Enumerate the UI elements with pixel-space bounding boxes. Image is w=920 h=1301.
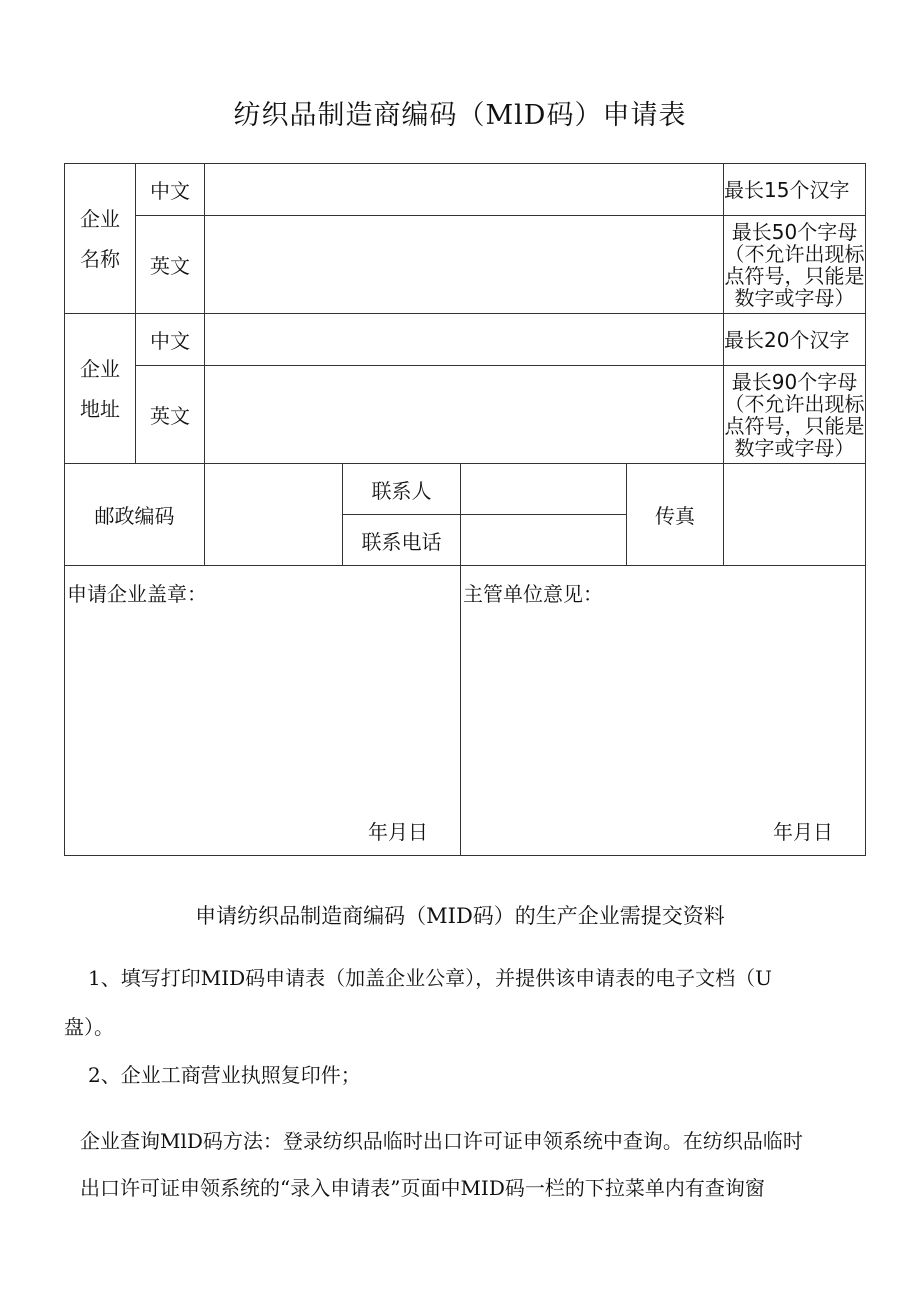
company-name-group-label: 企业 名称 — [65, 164, 136, 314]
authority-opinion-label: 主管单位意见： — [463, 582, 603, 606]
document-title: 纺织品制造商编码（MlD码）申请表 — [233, 100, 687, 131]
company-address-en-label: 英文 — [136, 366, 205, 464]
query-method-line-1: 企业查询MlD码方法：登录纺织品临时出口许可证申领系统中查询。在纺织品临时 — [80, 1129, 803, 1153]
applicant-seal-box[interactable] — [65, 566, 461, 856]
contact-person-field[interactable] — [461, 464, 627, 515]
authority-opinion-box[interactable] — [461, 566, 866, 856]
fax-label: 传真 — [627, 464, 724, 566]
company-address-en-note: 最长90个字母（不允许出现标点符号，只能是数字或字母） — [724, 366, 866, 464]
fax-field[interactable] — [724, 464, 866, 566]
company-address-cn-field[interactable] — [205, 314, 724, 366]
query-method-line-2: 出口许可证申领系统的“录入申请表”页面中MID码一栏的下拉菜单内有查询窗 — [80, 1176, 765, 1200]
postal-code-label: 邮政编码 — [65, 464, 205, 566]
company-name-cn-note: 最长15个汉字 — [724, 164, 866, 216]
company-name-en-note: 最长50个字母（不允许出现标点符号，只能是数字或字母） — [724, 216, 866, 314]
company-name-cn-label: 中文 — [136, 164, 205, 216]
applicant-date: 年月日 — [368, 820, 428, 844]
applicant-seal-label: 申请企业盖章： — [67, 582, 207, 606]
requirement-item-1-line-1: 1、填写打印MID码申请表（加盖企业公章），并提供该申请表的电子文档（U — [88, 966, 772, 990]
company-name-en-field[interactable] — [205, 216, 724, 314]
authority-date: 年月日 — [773, 820, 833, 844]
requirement-item-1-line-2: 盘）。 — [64, 1015, 114, 1039]
company-address-cn-note: 最长20个汉字 — [724, 314, 866, 366]
company-name-en-label: 英文 — [136, 216, 205, 314]
requirements-heading: 申请纺织品制造商编码（MID码）的生产企业需提交资料 — [195, 904, 725, 928]
company-address-cn-label: 中文 — [136, 314, 205, 366]
postal-code-field[interactable] — [205, 464, 343, 566]
company-address-group-label: 企业 地址 — [65, 314, 136, 464]
requirement-item-2: 2、企业工商营业执照复印件； — [88, 1063, 361, 1087]
company-address-en-field[interactable] — [205, 366, 724, 464]
contact-person-label: 联系人 — [343, 464, 461, 515]
contact-phone-field[interactable] — [461, 515, 627, 566]
company-name-cn-field[interactable] — [205, 164, 724, 216]
contact-phone-label: 联系电话 — [343, 515, 461, 566]
mid-application-form — [64, 163, 866, 856]
